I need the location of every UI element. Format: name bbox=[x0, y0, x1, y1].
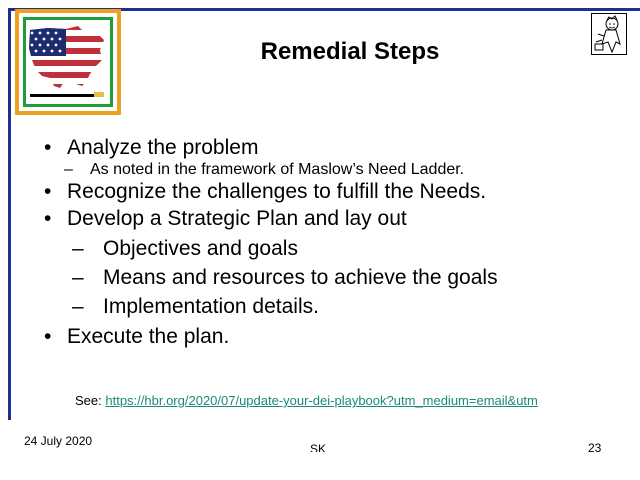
bullet-item: • Recognize the challenges to fulfill the Needs. bbox=[40, 180, 630, 204]
reference-label: See: bbox=[75, 393, 102, 408]
sub-bullet-item: – Objectives and goals bbox=[72, 237, 298, 260]
below-slide-area bbox=[0, 452, 640, 480]
footer-page-number: 23 bbox=[588, 441, 602, 452]
slide-title: Remedial Steps bbox=[260, 38, 440, 65]
bullet-item: • Execute the plan. bbox=[40, 325, 630, 349]
sub-bullet-item: – As noted in the framework of Maslow’s Need Ladder. bbox=[64, 161, 465, 178]
reference-link[interactable]: https://hbr.org/2020/07/update-your-dei-playbook?utm_medium=email&utm bbox=[105, 393, 538, 408]
us-flag-map-icon bbox=[26, 20, 110, 104]
bullet-list bbox=[40, 136, 630, 349]
cartoon-clip-art-icon bbox=[591, 13, 627, 55]
sub-bullet-item: – Implementation details. bbox=[72, 295, 319, 318]
footer-author: SK bbox=[310, 442, 327, 452]
us-flag-map-logo bbox=[15, 9, 121, 115]
reference-line bbox=[75, 393, 538, 408]
footer-date: 24 July 2020 bbox=[24, 434, 93, 448]
sub-bullet-item: – Means and resources to achieve the goals bbox=[72, 266, 498, 289]
bullet-item: • Develop a Strategic Plan and lay out bbox=[40, 207, 630, 231]
bullet-item: • Analyze the problem bbox=[40, 136, 630, 160]
slide-left-rule bbox=[8, 8, 11, 420]
